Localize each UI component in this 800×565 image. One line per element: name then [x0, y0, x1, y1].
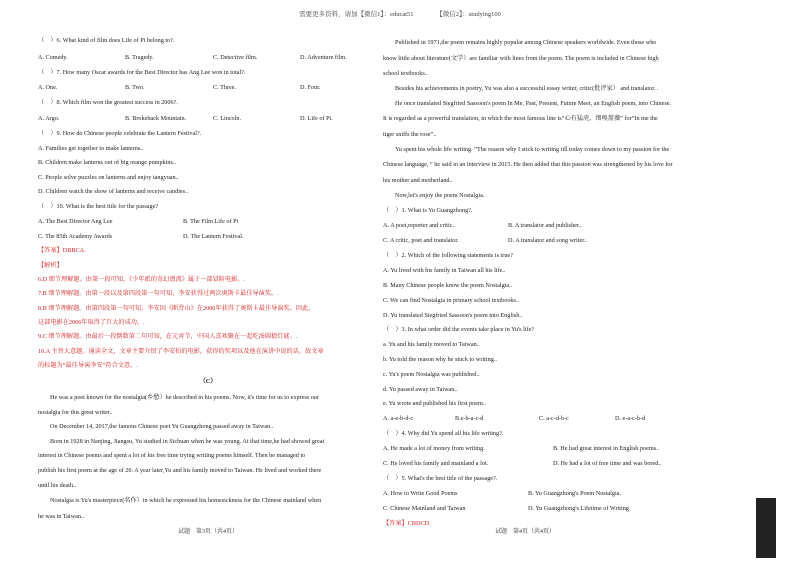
question-7: （ ）7. How many Oscar awards for the Best Director has Ang Lee won in total?. — [38, 69, 246, 76]
q3-event-a: a. Yu and his family moved to Taiwan.. — [383, 341, 480, 348]
section-title: （C） — [199, 378, 217, 385]
q3-option-a: A. a-e-b-d-c — [383, 415, 414, 422]
q9-option-d: D. Children watch the show of lanterns and receive candies.. — [38, 188, 189, 195]
q5-option-c: C. Chinese Mainland and Taiwan — [383, 505, 466, 512]
q8-option-a: A. Argo. — [38, 115, 60, 122]
q6-option-c: C. Detective film. — [213, 54, 258, 61]
paragraph-6: Besides his achievements in poetry, Yu was also a successful essay writer, critic(批评家） and translator. . — [395, 85, 659, 92]
q4-option-a: A. He made a lot of money from writing. — [383, 445, 485, 452]
q6-option-a: A. Comedy. — [38, 54, 68, 61]
paragraph-2: On December 14, 2017,the famous Chinese poet Yu Guangzhong passed away in Taiwan.. — [50, 423, 274, 430]
paragraph-5: Published in 1971,the poem remains highly popular among Chinese speakers worldwide. Even those who — [395, 39, 657, 46]
paragraph-1: He was a poet known for the nostalgia(乡愁）he described in his poems. Now, it's time for us to express our — [50, 394, 319, 401]
q5-option-b: B. Yu Guangzhong's Poem Nostalgia. — [528, 490, 622, 497]
q2-option-d: D. Yu translated Siegfried Sassoon's poem into English.. — [383, 312, 523, 319]
q7-option-b: B. Two. — [125, 84, 145, 91]
q8-option-d: D. Life of Pi. — [300, 115, 333, 122]
page-footer-left: 试题 第3页（共4页） — [178, 529, 239, 535]
q3-event-e: e. Yu wrote and published his first poem.. — [383, 400, 486, 407]
q7-option-a: A. One. — [38, 84, 58, 91]
q10-option-c: C. The 85th Academy Awards — [38, 233, 113, 240]
explanation-8: 8.B 细节理解题。由第四段第一句可知，李安因《断背山》在2006年获得了奥斯卡最佳导演奖。因此， — [38, 305, 315, 312]
answer-key-right: 【答案】CBDCD. — [383, 520, 431, 527]
page-header: 需要更多资料，请加【微信1】：educat51 【微信2】：studying100 — [299, 11, 501, 18]
q3-event-d: d. Yu passed away in Taiwan.. — [383, 386, 458, 393]
q8-option-b: B. Brokeback Mountain. — [125, 115, 187, 122]
question-1: （ ）1. What is Yu Guangzhong?. — [383, 207, 473, 214]
q4-option-c: C. He loved his family and mainland a lot. — [383, 460, 489, 467]
explanation-9: 9.C 细节理解题。由最后一段倒数第二句可知，在元宵节，中国人喜欢聚在一起吃汤圆猜灯谜。. — [38, 333, 298, 340]
explanation-10: 10.A 主旨大意题。通读全文，文章主要介绍了李安拍的电影，获得的奖项以及他在演讲中说的话，故文章 — [38, 348, 324, 355]
explanation-heading: 【解析】 — [38, 262, 63, 269]
q1-option-b: B. A translator and publisher.. — [508, 222, 582, 229]
q6-option-d: D. Adventure film. — [300, 54, 347, 61]
q4-option-d: D. He had a lot of free time and was bored.. — [553, 460, 662, 467]
paragraph-1-cont: nostalgia for this great writer.. — [38, 409, 113, 416]
question-6: （ ）6. What kind of film does Life of Pi belong to?. — [38, 37, 175, 44]
q3-option-b: B.e-b-a-c-d — [455, 415, 484, 422]
paragraph-7-line3: tiger sniffs the rose”.. — [383, 131, 437, 138]
page-footer-right: 试题 第4页（共4页） — [495, 529, 556, 535]
q2-option-c: C. We can find Nostalgia in primary school textbooks.. — [383, 297, 520, 304]
binding-edge-bar — [756, 498, 776, 558]
q3-option-c: C. a-c-d-b-c — [539, 415, 569, 422]
paragraph-3-line2: interest in Chinese poems and spent a lot of his free time trying writing poems himself. Then he managed to — [38, 452, 306, 459]
question-5: （ ）5. What's the best title of the passage?. — [383, 475, 498, 482]
q9-option-c: C. People solve puzzles on lanterns and enjoy tangyuan.. — [38, 174, 179, 181]
q2-option-b: B. Many Chinese people know the poem Nostalgia.. — [383, 282, 513, 289]
q10-option-d: D. The Lantern Festival. — [183, 233, 244, 240]
paragraph-8-line2: Chinese language, ” he said in an interview in 2015. He then added that this passion was strengthened by his love for — [383, 161, 673, 168]
q7-option-c: C. Three. — [213, 84, 237, 91]
paragraph-3: Born in 1928 in Nanjing, Jiangsu, Yu studied in Sichuan when he was young. At that time,he had showed great — [50, 438, 325, 445]
explanation-6: 6.D 细节理解题。由第一段可知，《少年派的奇幻漂流》属于一部冒险电影。. — [38, 276, 246, 283]
question-8: （ ）8. Which film won the greatest success in 2006?. — [38, 99, 178, 106]
question-4: （ ）4. Why did Yu spend all his life writing?. — [383, 430, 504, 437]
q1-option-a: A. A poet,reporter and critic.. — [383, 222, 456, 229]
q9-option-b: B. Children make lanterns out of big orange pumpkins.. — [38, 159, 176, 166]
question-9: （ ）9. How do Chinese people celebrate the Lantern Festival?. — [38, 130, 202, 137]
explanation-8-cont: 这部电影在2006年取得了巨大的成功。. — [38, 319, 145, 326]
question-3: （ ）3. In what order did the events take place in Yu's life? — [383, 326, 535, 333]
q3-option-d: D. e-a-c-b-d — [615, 415, 646, 422]
paragraph-5-line3: school textbooks.. — [383, 70, 428, 77]
paragraph-8: Yu spent his whole life writing. “The reason why I stick to writing till today comes down to my passion for the — [395, 146, 670, 153]
paragraph-4-cont: he was in Taiwan.. — [38, 513, 85, 520]
question-10: （ ）10. What is the best title for the passage? — [38, 203, 159, 210]
paragraph-4: Nostalgia is Yu's masterpiece(名作）in which he expressed his homesickness for the Chinese mainland when — [50, 497, 322, 504]
q10-option-a: A. The Best Director Ang Lee — [38, 218, 113, 225]
q3-event-b: b. Yu told the reason why he stuck to writing.. — [383, 356, 497, 363]
paragraph-7-line2: It is regarded as a powerful translation, in which the most famous line is“心有猛虎，细嗅蔷薇” for“In me the — [383, 115, 658, 122]
q5-option-a: A. How to Write Good Poems — [383, 490, 458, 497]
q1-option-c: C. A critic, poet and translator. — [383, 237, 459, 244]
q8-option-c: C. Lincoln. — [213, 115, 242, 122]
q9-option-a: A. Families get together to make lanterns.. — [38, 145, 144, 152]
answer-key: 【答案】DBBCA. — [38, 247, 86, 254]
paragraph-3-line4: until his death.. — [38, 482, 77, 489]
paragraph-9: Now,let's enjoy the poem Nostalgia. — [395, 192, 485, 199]
paragraph-8-line3: his mother and motherland.. — [383, 177, 453, 184]
q6-option-b: B. Tragedy. — [125, 54, 154, 61]
paragraph-3-line3: publish his first poem at the age of 20. A year later,Yu and his family moved to Taiwan. He lived and worked there — [38, 467, 322, 474]
question-2: （ ）2. Which of the following statements is true? — [383, 252, 513, 259]
q1-option-d: D. A translator and song writer.. — [508, 237, 588, 244]
paragraph-7: He once translated Siegfried Sassoon's poem In Me, Past, Present, Future Meet, an English poem, into Chinese. — [395, 100, 672, 107]
q10-option-b: B. The Film Life of Pi — [183, 218, 239, 225]
explanation-7: 7.B 细节理解题。由第一段以及第四段第一句可知，李安获得过两次奥斯卡最佳导演奖。. — [38, 290, 279, 297]
q4-option-b: B. He had great interest in English poems.. — [553, 445, 660, 452]
explanation-10-cont: 的标题为“最佳导演李安”符合文意。. — [38, 362, 138, 369]
q3-event-c: c. Yu's poem Nostalgia was published.. — [383, 371, 480, 378]
q7-option-d: D. Four. — [300, 84, 321, 91]
q5-option-d: D. Yu Guangzhong's Lifetime of Writing — [528, 505, 629, 512]
paragraph-5-line2: know little about literature(文学）are familiar with lines from the poem. The poem is included in Chinese high — [383, 55, 659, 62]
q2-option-a: A. Yu lived with his family in Taiwan all his life.. — [383, 267, 506, 274]
